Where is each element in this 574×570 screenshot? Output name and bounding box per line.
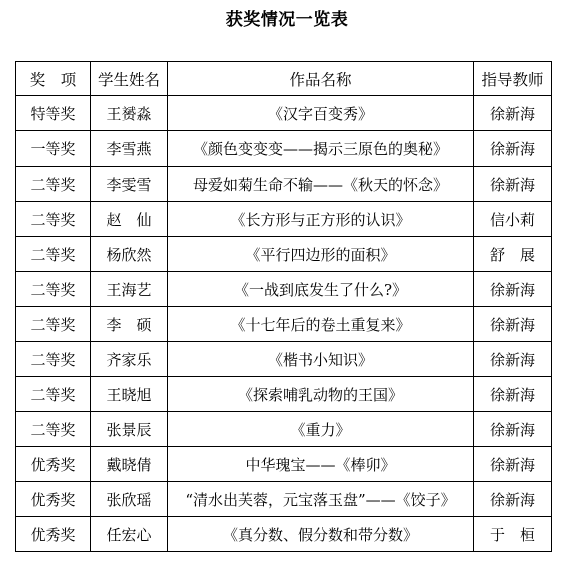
work-cell: 母爱如菊生命不输——《秋天的怀念》 xyxy=(168,167,474,202)
award-cell: 二等奖 xyxy=(16,377,91,412)
work-cell: 《颜色变变变——揭示三原色的奥秘》 xyxy=(168,131,474,167)
table-row xyxy=(16,272,552,307)
table-row xyxy=(16,96,552,131)
teacher-cell: 徐新海 xyxy=(474,131,552,167)
student-cell: 李 硕 xyxy=(91,307,168,342)
student-cell: 任宏心 xyxy=(91,517,168,552)
header-student-name: 学生姓名 xyxy=(91,62,168,96)
award-cell: 一等奖 xyxy=(16,131,91,167)
work-cell: 《平行四边形的面积》 xyxy=(168,237,474,272)
teacher-cell: 徐新海 xyxy=(474,342,552,377)
teacher-cell: 徐新海 xyxy=(474,96,552,131)
work-cell: 《真分数、假分数和带分数》 xyxy=(168,517,474,552)
table-body xyxy=(16,96,552,552)
teacher-cell: 徐新海 xyxy=(474,412,552,447)
work-cell: 中华瑰宝——《棒卯》 xyxy=(168,447,474,482)
work-cell: 《楷书小知识》 xyxy=(168,342,474,377)
header-award: 奖 项 xyxy=(16,62,91,96)
award-cell: 二等奖 xyxy=(16,272,91,307)
student-cell: 李雯雪 xyxy=(91,167,168,202)
award-cell: 二等奖 xyxy=(16,307,91,342)
table-header-row xyxy=(16,62,552,96)
table-row xyxy=(16,307,552,342)
teacher-cell: 舒 展 xyxy=(474,237,552,272)
award-cell: 二等奖 xyxy=(16,237,91,272)
work-cell: 《一战到底发生了什么?》 xyxy=(168,272,474,307)
teacher-cell: 徐新海 xyxy=(474,377,552,412)
work-cell: 《重力》 xyxy=(168,412,474,447)
table-row xyxy=(16,342,552,377)
table-row xyxy=(16,517,552,552)
student-cell: 赵 仙 xyxy=(91,202,168,237)
student-cell: 杨欣然 xyxy=(91,237,168,272)
teacher-cell: 于 桓 xyxy=(474,517,552,552)
award-table xyxy=(15,61,552,552)
table-row xyxy=(16,482,552,517)
work-cell: 《长方形与正方形的认识》 xyxy=(168,202,474,237)
award-cell: 优秀奖 xyxy=(16,517,91,552)
student-cell: 齐家乐 xyxy=(91,342,168,377)
table-row xyxy=(16,377,552,412)
teacher-cell: 信小莉 xyxy=(474,202,552,237)
table-row xyxy=(16,412,552,447)
award-cell: 二等奖 xyxy=(16,412,91,447)
teacher-cell: 徐新海 xyxy=(474,167,552,202)
student-cell: 王海艺 xyxy=(91,272,168,307)
award-cell: 优秀奖 xyxy=(16,482,91,517)
table-row xyxy=(16,202,552,237)
award-cell: 二等奖 xyxy=(16,342,91,377)
award-cell: 优秀奖 xyxy=(16,447,91,482)
table-row xyxy=(16,167,552,202)
teacher-cell: 徐新海 xyxy=(474,272,552,307)
page-title: 获奖情况一览表 xyxy=(225,10,349,30)
table-row xyxy=(16,447,552,482)
teacher-cell: 徐新海 xyxy=(474,482,552,517)
table-row xyxy=(16,237,552,272)
work-cell: 《汉字百变秀》 xyxy=(168,96,474,131)
work-cell: 《十七年后的卷土重复来》 xyxy=(168,307,474,342)
student-cell: 王赟淼 xyxy=(91,96,168,131)
student-cell: 张景辰 xyxy=(91,412,168,447)
student-cell: 戴晓倩 xyxy=(91,447,168,482)
work-cell: 《探索哺乳动物的王国》 xyxy=(168,377,474,412)
award-cell: 二等奖 xyxy=(16,167,91,202)
award-cell: 特等奖 xyxy=(16,96,91,131)
award-cell: 二等奖 xyxy=(16,202,91,237)
student-cell: 李雪燕 xyxy=(91,131,168,167)
table-row xyxy=(16,131,552,167)
student-cell: 王晓旭 xyxy=(91,377,168,412)
work-cell: “清水出芙蓉，元宝落玉盘”——《饺子》 xyxy=(168,482,474,517)
teacher-cell: 徐新海 xyxy=(474,447,552,482)
student-cell: 张欣瑶 xyxy=(91,482,168,517)
header-teacher: 指导教师 xyxy=(474,62,552,96)
header-work-title: 作品名称 xyxy=(168,62,474,96)
teacher-cell: 徐新海 xyxy=(474,307,552,342)
